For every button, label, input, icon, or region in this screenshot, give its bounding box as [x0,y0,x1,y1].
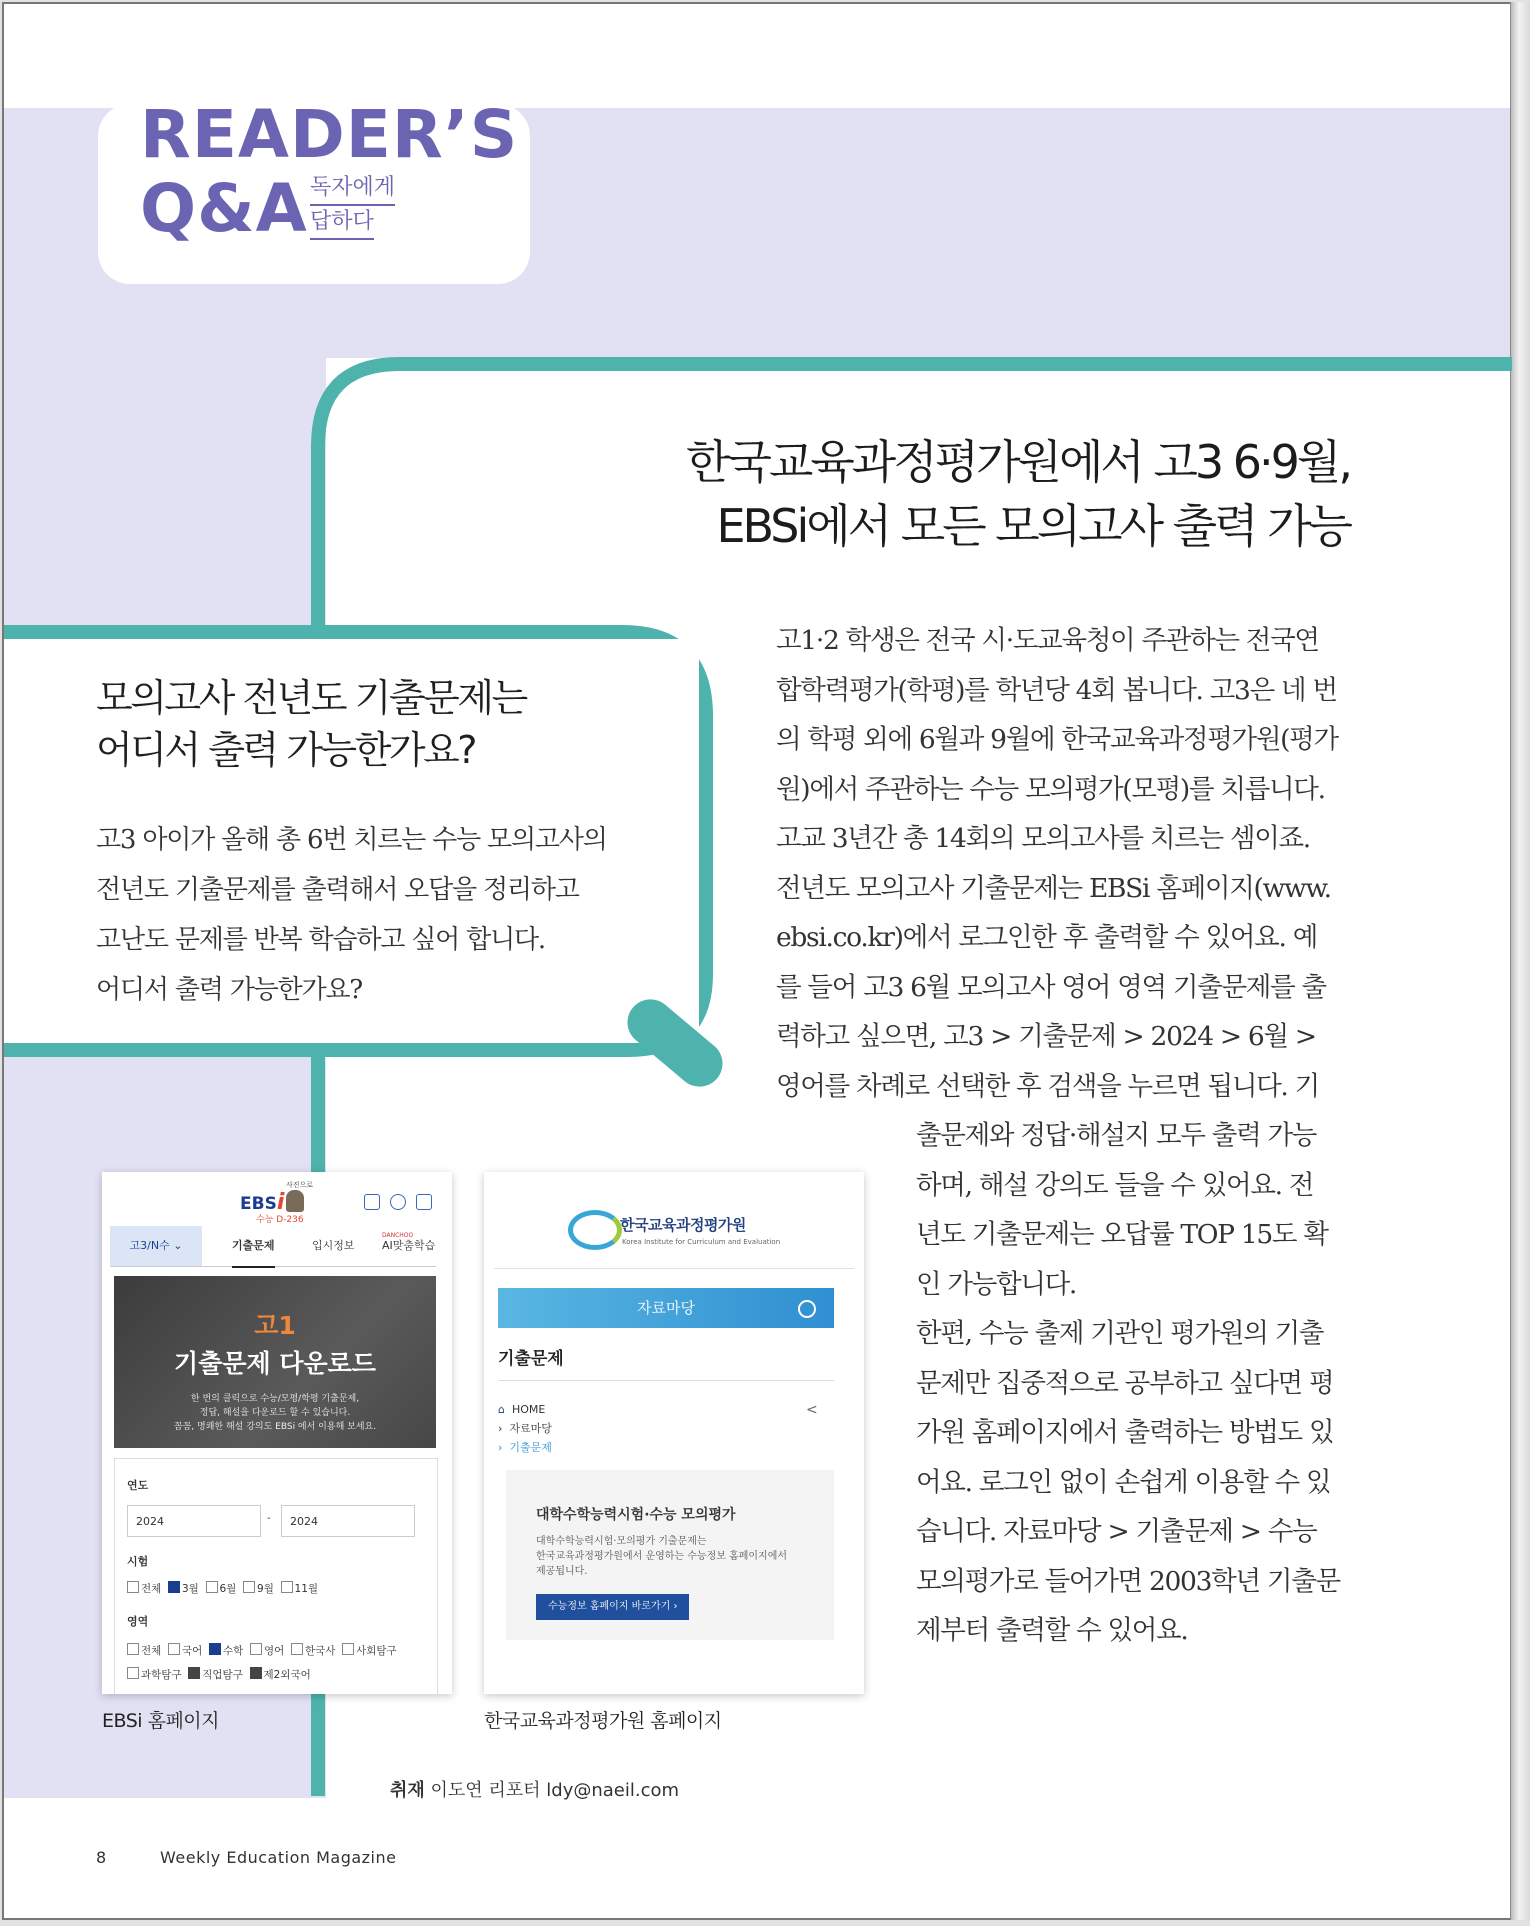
info-box-desc [536,1534,787,1579]
headline-line1: 한국교육과정평가원에서 고3 6·9월, [686,435,1350,489]
tab-ai-small: DANCHOO [382,1232,414,1239]
share-icon[interactable]: < [806,1402,818,1418]
question-body [96,815,696,1015]
question-line: 고3 아이가 올해 총 6번 치르는 수능 모의고사의 [96,825,607,855]
divider [494,1268,854,1269]
brand-subtitle-line1: 독자에게 [310,172,395,206]
info-box-title: 대학수학능력시험·수능 모의평가 [536,1507,736,1523]
answer-line: 습니다. 자료마당 > 기출문제 > 수능 [916,1516,1317,1547]
breadcrumb-item[interactable] [498,1419,552,1438]
kice-subtitle: Korea Institute for Curriculum and Evaluation [622,1238,781,1246]
checkbox [188,1667,200,1679]
area-label: 영역 [127,1615,149,1628]
ebsi-dday: 수능 D-236 [256,1215,304,1225]
data-room-label: 자료마당 [637,1299,695,1317]
info-desc-line: 대학수학능력시험·모의평가 기출문제는 [536,1536,707,1547]
answer-line: 영어를 차례로 선택한 후 검색을 누르면 됩니다. 기 [776,1070,1319,1102]
answer-line: 의 학평 외에 6월과 9월에 한국교육과정평가원(평가 [776,724,1338,755]
breadcrumb-home[interactable] [498,1400,552,1419]
exam-option: 11월 [294,1583,319,1595]
banner-grade: 고1 [254,1311,296,1340]
year-label: 연도 [127,1479,149,1492]
kice-name: 한국교육과정평가원 [620,1216,746,1234]
question-title-line1: 모의고사 전년도 기출문제는 [96,676,526,720]
answer-line: 제부터 출력할 수 있어요. [916,1615,1188,1646]
mascot-icon [286,1190,304,1212]
chevron-right-icon: › [498,1441,503,1454]
caption-kice: 한국교육과정평가원 홈페이지 [484,1710,722,1732]
banner-desc-line: 정답, 해설을 다운로드 할 수 있습니다. [199,1408,351,1418]
question-title-line2: 어디서 출력 가능한가요? [96,728,475,772]
exam-label: 시험 [127,1555,149,1568]
ebsi-search-form [114,1458,438,1694]
ebsi-nav [110,1226,436,1267]
question-title [96,672,526,776]
checkbox[interactable] [206,1581,218,1593]
answer-line: 원)에서 주관하는 수능 모의평가(모평)를 치릅니다. [776,773,1325,805]
page-number: 8 [96,1848,107,1867]
area-options-1 [127,1643,397,1658]
year-separator: - [267,1513,271,1524]
area-option: 제2외국어 [263,1669,311,1681]
answer-line: 고1·2 학생은 전국 시·도교육청이 주관하는 전국연 [776,625,1319,656]
ebsi-banner [114,1276,436,1448]
answer-line: 합학력평가(학평)를 학년당 4회 봅니다. 고3은 네 번 [776,674,1337,706]
year-to-select[interactable]: 2024 [281,1505,415,1537]
brand-line1: READER’S [140,96,519,173]
banner-desc-line: 한 번의 클릭으로 수능/모평/학평 기출문제, [190,1394,360,1404]
chevron-right-icon: › [498,1422,503,1435]
answer-line: 한편, 수능 출제 기관인 평가원의 기출 [916,1318,1324,1349]
calendar-icon[interactable] [364,1194,380,1210]
banner-title: 기출문제 다운로드 [174,1349,376,1378]
banner-desc-line: 꼼꼼, 명쾌한 해설 강의도 EBSi 에서 이용해 보세요. [173,1422,377,1432]
checkbox[interactable] [168,1581,180,1593]
area-option: 전체 [141,1645,162,1657]
caption-ebsi: EBSi 홈페이지 [102,1710,220,1732]
ebsi-header-icons [364,1194,432,1210]
kice-page-title: 기출문제 [498,1349,564,1369]
breadcrumb-label: 자료마당 [509,1422,552,1435]
area-option: 한국사 [304,1645,336,1657]
home-icon: ⌂ [498,1403,505,1416]
breadcrumb-label: HOME [511,1403,546,1416]
answer-line: 전년도 모의고사 기출문제는 EBSi 홈페이지(www. [776,872,1331,904]
checkbox[interactable] [209,1643,221,1655]
credit-label: 취재 [390,1780,425,1801]
banner-desc [114,1392,436,1434]
question-line: 고난도 문제를 반복 학습하고 싶어 합니다. [96,925,545,955]
answer-line: ebsi.co.kr)에서 로그인한 후 출력할 수 있어요. 예 [776,922,1318,953]
area-option: 직업탐구 [202,1669,243,1681]
brand-line2: Q&A [140,170,308,247]
answer-line: 출문제와 정답·해설지 모두 출력 가능 [916,1120,1317,1151]
answer-line: 고교 3년간 총 14회의 모의고사를 치르는 셈이죠. [776,823,1310,854]
csat-homepage-button[interactable]: 수능정보 홈페이지 바로가기 › [536,1594,689,1620]
question-line: 전년도 기출문제를 출력해서 오답을 정리하고 [96,875,579,905]
checkbox[interactable] [291,1643,303,1655]
checkbox[interactable] [342,1643,354,1655]
exam-option: 전체 [141,1583,162,1595]
area-option: 과학탐구 [141,1669,182,1681]
ebsi-logo-text: EBS [240,1194,277,1214]
answer-line: 력하고 싶으면, 고3 > 기출문제 > 2024 > 6월 > [776,1021,1316,1052]
breadcrumb-item[interactable] [498,1438,552,1457]
mascot-label: 사진으로 [286,1181,314,1189]
kice-info-box [506,1470,834,1640]
kice-logo-icon [568,1210,622,1250]
tab-admission-info[interactable]: 입시정보 [312,1239,355,1252]
breadcrumb [498,1400,552,1457]
grade-select[interactable]: 고3/N수 ⌄ [110,1226,202,1266]
exam-option: 6월 [219,1583,237,1595]
area-option: 수학 [222,1645,244,1657]
answer-line: 어요. 로그인 없이 손쉽게 이용할 수 있 [916,1466,1331,1498]
expand-icon[interactable] [798,1300,816,1318]
answer-line: 문제만 집중적으로 공부하고 싶다면 평 [916,1367,1334,1399]
data-room-bar[interactable] [498,1288,834,1328]
info-desc-line: 제공됩니다. [536,1566,588,1577]
answer-line: 를 들어 고3 6월 모의고사 영어 영역 기출문제를 출 [776,971,1326,1003]
exam-options [127,1581,318,1596]
tab-past-exams[interactable]: 기출문제 [232,1226,275,1268]
credit-text: 이도연 리포터 ldy@naeil.com [424,1780,680,1801]
credit [390,1776,679,1802]
checkbox[interactable] [243,1581,255,1593]
checkbox[interactable] [127,1667,139,1679]
download-icon[interactable] [416,1194,432,1210]
answer-body-wide [776,616,1338,1111]
area-option: 국어 [181,1645,203,1657]
answer-line: 하며, 해설 강의도 들을 수 있어요. 전 [916,1169,1314,1201]
ebsi-logo-i: i [276,1190,285,1215]
checkbox [250,1667,262,1679]
info-desc-line: 한국교육과정평가원에서 운영하는 수능정보 홈페이지에서 [536,1551,788,1562]
checkbox[interactable] [168,1643,180,1655]
year-from-select[interactable]: 2024 [127,1505,261,1537]
ebsi-screenshot [102,1172,452,1694]
checkbox[interactable] [127,1643,139,1655]
area-option: 영어 [263,1645,285,1657]
headline [686,430,1350,558]
answer-line: 인 가능합니다. [916,1268,1077,1300]
answer-line: 모의평가로 들어가면 2003학년 기출문 [916,1565,1340,1597]
answer-line: 가원 홈페이지에서 출력하는 방법도 있 [916,1417,1334,1448]
brand-subtitle-line2: 답하다 [310,206,374,240]
magazine-name: Weekly Education Magazine [160,1848,397,1867]
area-option: 사회탐구 [356,1645,397,1657]
divider [498,1380,834,1381]
checkbox[interactable] [127,1581,139,1593]
tab-ai-learning[interactable]: AI맞춤학습 [382,1239,436,1252]
checkbox[interactable] [250,1643,262,1655]
answer-body-narrow [916,1111,1340,1656]
clock-icon[interactable] [390,1194,406,1210]
exam-option: 3월 [181,1583,199,1595]
area-options-2 [127,1667,311,1682]
checkbox[interactable] [281,1581,293,1593]
brand-subtitle [310,172,395,240]
answer-line: 년도 기출문제는 오답률 TOP 15도 확 [916,1219,1328,1250]
question-line: 어디서 출력 가능한가요? [96,975,363,1005]
breadcrumb-label: 기출문제 [509,1441,552,1454]
exam-option: 9월 [257,1583,274,1595]
kice-screenshot [484,1172,864,1694]
headline-line2: EBSi에서 모든 모의고사 출력 가능 [716,499,1350,553]
